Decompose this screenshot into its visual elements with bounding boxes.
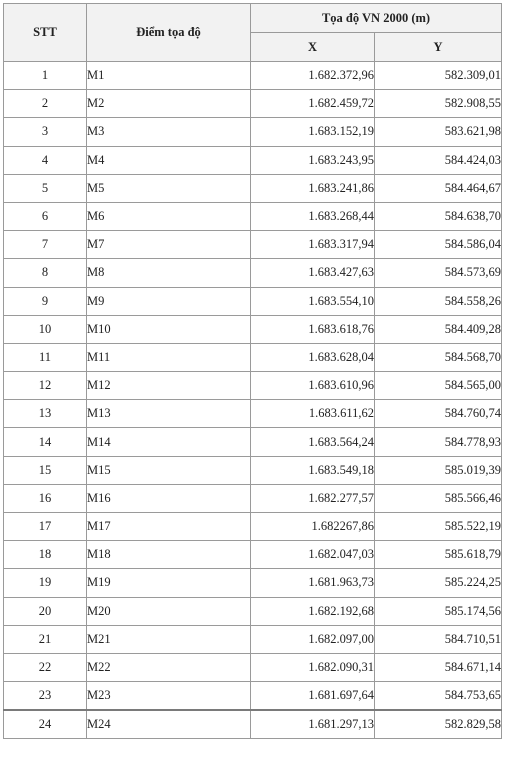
row-x-cell: 1.683.317,94 — [251, 231, 375, 259]
row-x-cell: 1.682.090,31 — [251, 653, 375, 681]
row-point-cell: M18 — [87, 541, 251, 569]
row-stt-cell: 14 — [4, 428, 87, 456]
table-row — [4, 343, 502, 371]
table-row — [4, 710, 502, 738]
row-y-cell: 584.760,74 — [375, 400, 502, 428]
row-y-cell: 584.409,28 — [375, 315, 502, 343]
header-x: X — [251, 33, 375, 62]
table-row — [4, 90, 502, 118]
row-stt-cell: 11 — [4, 343, 87, 371]
row-stt-cell: 16 — [4, 484, 87, 512]
row-stt-cell: 18 — [4, 541, 87, 569]
row-point-cell: M14 — [87, 428, 251, 456]
row-y-cell: 585.522,19 — [375, 513, 502, 541]
row-x-cell: 1.682.192,68 — [251, 597, 375, 625]
row-y-cell: 584.778,93 — [375, 428, 502, 456]
row-y-cell: 584.573,69 — [375, 259, 502, 287]
row-x-cell: 1.683.618,76 — [251, 315, 375, 343]
row-stt-cell: 17 — [4, 513, 87, 541]
row-x-cell: 1.682.459,72 — [251, 90, 375, 118]
row-x-cell: 1.682.277,57 — [251, 484, 375, 512]
row-point-cell: M3 — [87, 118, 251, 146]
row-point-cell: M4 — [87, 146, 251, 174]
row-x-cell: 1.682267,86 — [251, 513, 375, 541]
row-point-cell: M2 — [87, 90, 251, 118]
row-stt-cell: 12 — [4, 372, 87, 400]
table-row — [4, 315, 502, 343]
coordinates-table — [3, 3, 502, 739]
row-x-cell: 1.683.554,10 — [251, 287, 375, 315]
row-stt-cell: 5 — [4, 174, 87, 202]
row-x-cell: 1.683.152,19 — [251, 118, 375, 146]
row-point-cell: M6 — [87, 202, 251, 230]
header-point: Điểm tọa độ — [87, 4, 251, 62]
row-x-cell: 1.683.611,62 — [251, 400, 375, 428]
table-header — [4, 4, 502, 62]
row-point-cell: M20 — [87, 597, 251, 625]
row-point-cell: M8 — [87, 259, 251, 287]
row-point-cell: M11 — [87, 343, 251, 371]
row-stt-cell: 22 — [4, 653, 87, 681]
row-point-cell: M24 — [87, 710, 251, 738]
row-x-cell: 1.683.243,95 — [251, 146, 375, 174]
row-y-cell: 582.908,55 — [375, 90, 502, 118]
row-y-cell: 584.565,00 — [375, 372, 502, 400]
row-y-cell: 584.753,65 — [375, 682, 502, 710]
row-stt-cell: 10 — [4, 315, 87, 343]
table-row — [4, 287, 502, 315]
table-row — [4, 682, 502, 710]
row-y-cell: 584.568,70 — [375, 343, 502, 371]
table-row — [4, 625, 502, 653]
row-x-cell: 1.683.268,44 — [251, 202, 375, 230]
row-point-cell: M15 — [87, 456, 251, 484]
row-y-cell: 585.174,56 — [375, 597, 502, 625]
table-row — [4, 202, 502, 230]
row-point-cell: M17 — [87, 513, 251, 541]
row-y-cell: 584.424,03 — [375, 146, 502, 174]
header-stt: STT — [4, 4, 87, 62]
table-row — [4, 400, 502, 428]
row-x-cell: 1.683.549,18 — [251, 456, 375, 484]
table-row — [4, 146, 502, 174]
table-row — [4, 484, 502, 512]
row-x-cell: 1.683.241,86 — [251, 174, 375, 202]
header-row-top — [4, 4, 502, 33]
row-stt-cell: 23 — [4, 682, 87, 710]
row-x-cell: 1.683.628,04 — [251, 343, 375, 371]
row-stt-cell: 8 — [4, 259, 87, 287]
table-row — [4, 174, 502, 202]
row-x-cell: 1.682.097,00 — [251, 625, 375, 653]
row-stt-cell: 15 — [4, 456, 87, 484]
row-y-cell: 584.558,26 — [375, 287, 502, 315]
row-point-cell: M9 — [87, 287, 251, 315]
row-x-cell: 1.682.372,96 — [251, 62, 375, 90]
row-y-cell: 582.829,58 — [375, 710, 502, 738]
row-point-cell: M5 — [87, 174, 251, 202]
table-row — [4, 62, 502, 90]
row-point-cell: M7 — [87, 231, 251, 259]
table-row — [4, 513, 502, 541]
row-stt-cell: 19 — [4, 569, 87, 597]
table-row — [4, 541, 502, 569]
row-stt-cell: 1 — [4, 62, 87, 90]
row-y-cell: 585.224,25 — [375, 569, 502, 597]
row-x-cell: 1.683.427,63 — [251, 259, 375, 287]
row-stt-cell: 13 — [4, 400, 87, 428]
row-point-cell: M21 — [87, 625, 251, 653]
row-x-cell: 1.682.047,03 — [251, 541, 375, 569]
row-stt-cell: 3 — [4, 118, 87, 146]
row-x-cell: 1.683.610,96 — [251, 372, 375, 400]
row-y-cell: 584.586,04 — [375, 231, 502, 259]
row-point-cell: M19 — [87, 569, 251, 597]
row-y-cell: 584.464,67 — [375, 174, 502, 202]
row-point-cell: M16 — [87, 484, 251, 512]
row-stt-cell: 9 — [4, 287, 87, 315]
row-point-cell: M10 — [87, 315, 251, 343]
row-x-cell: 1.681.697,64 — [251, 682, 375, 710]
table-row — [4, 456, 502, 484]
table-row — [4, 259, 502, 287]
row-stt-cell: 4 — [4, 146, 87, 174]
row-stt-cell: 20 — [4, 597, 87, 625]
table-row — [4, 231, 502, 259]
row-stt-cell: 7 — [4, 231, 87, 259]
header-coordinate-group: Tọa độ VN 2000 (m) — [251, 4, 502, 33]
row-y-cell: 584.671,14 — [375, 653, 502, 681]
row-y-cell: 583.621,98 — [375, 118, 502, 146]
row-stt-cell: 21 — [4, 625, 87, 653]
row-y-cell: 585.019,39 — [375, 456, 502, 484]
row-x-cell: 1.681.297,13 — [251, 710, 375, 738]
row-y-cell: 584.710,51 — [375, 625, 502, 653]
row-x-cell: 1.683.564,24 — [251, 428, 375, 456]
header-y: Y — [375, 33, 502, 62]
row-y-cell: 584.638,70 — [375, 202, 502, 230]
row-stt-cell: 2 — [4, 90, 87, 118]
row-point-cell: M12 — [87, 372, 251, 400]
row-stt-cell: 24 — [4, 710, 87, 738]
table-body — [4, 62, 502, 739]
row-y-cell: 582.309,01 — [375, 62, 502, 90]
row-y-cell: 585.618,79 — [375, 541, 502, 569]
table-row — [4, 569, 502, 597]
row-stt-cell: 6 — [4, 202, 87, 230]
table-row — [4, 372, 502, 400]
table-row — [4, 597, 502, 625]
row-point-cell: M1 — [87, 62, 251, 90]
row-point-cell: M23 — [87, 682, 251, 710]
row-point-cell: M22 — [87, 653, 251, 681]
row-x-cell: 1.681.963,73 — [251, 569, 375, 597]
row-y-cell: 585.566,46 — [375, 484, 502, 512]
table-row — [4, 653, 502, 681]
row-point-cell: M13 — [87, 400, 251, 428]
table-row — [4, 118, 502, 146]
table-row — [4, 428, 502, 456]
